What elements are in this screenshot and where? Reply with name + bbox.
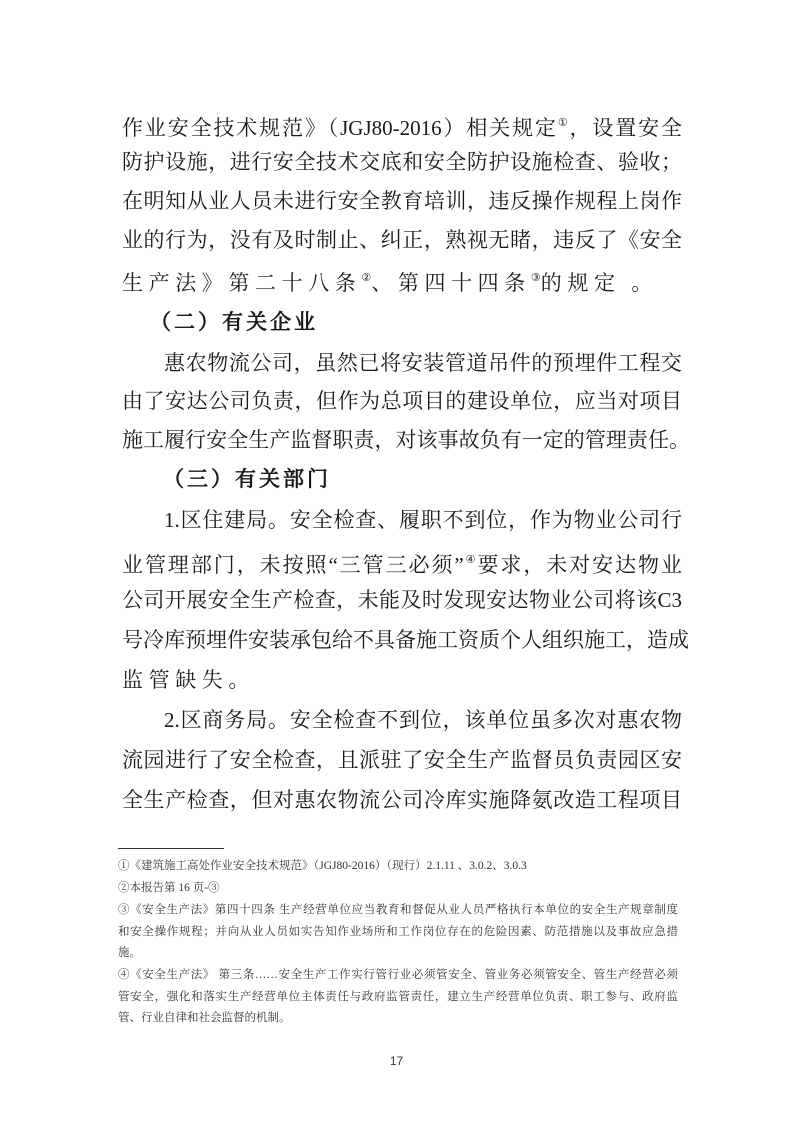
page-number: 17 <box>389 1054 404 1068</box>
text-line: 监管缺失。 <box>122 668 255 692</box>
text-line: 业的行为，没有及时制止、纠正，熟视无睹，违反了《安全 <box>122 228 682 252</box>
footnote: ①《建筑施工高处作业安全技术规范》（JGJ80-2016）（现行）2.1.11 、3.0.2、3.0.3 <box>118 860 527 872</box>
text: 的规定 。 <box>540 271 659 295</box>
text: 业管理部门，未按照“三管三必须” <box>122 553 464 577</box>
text-line: 流园进行了安全检查，且派驻了安全生产监督员负责园区安 <box>122 748 682 772</box>
footnote: ②本报告第 16 页-③ <box>118 882 220 894</box>
text-line: 施工履行安全生产监督职责，对该事故负有一定的管理责任。 <box>122 428 690 452</box>
text-line: 号冷库预埋件安装承包给不具备施工资质个人组织施工，造成 <box>122 628 689 652</box>
text-line: 由了安达公司负责，但作为总项目的建设单位，应当对项目 <box>122 389 682 413</box>
section-heading: （三）有关部门 <box>163 467 331 491</box>
footnote: 施。 <box>118 947 141 959</box>
section-heading: （二）有关企业 <box>150 310 318 334</box>
footnote: ③《安全生产法》第四十四条 生产经营单位应当教育和督促从业人员严格执行本单位的安全生产规章制度 <box>118 904 678 916</box>
text-line <box>122 264 682 297</box>
footnote: 和安全操作规程；并向从业人员如实告知作业场所和工作岗位存在的危险因素、防范措施以及事故应急措 <box>118 926 678 938</box>
footnote-ref: ② <box>361 272 372 284</box>
footnote-ref: ③ <box>530 272 541 284</box>
footnote: 管安全，强化和落实生产经营单位主体责任与政府监管责任，建立生产经营单位负责、职工参与、政府监 <box>118 991 678 1003</box>
footnote-ref: ④ <box>463 554 478 566</box>
text-line: 2.区商务局。安全检查不到位，该单位虽多次对惠农物 <box>164 708 682 732</box>
text: 生产法》第二十八条 <box>122 271 362 295</box>
text-line: 防护设施，进行安全技术交底和安全防护设施检查、验收； <box>122 150 682 174</box>
footnote-separator <box>118 848 224 849</box>
text-line <box>122 109 682 142</box>
footnote: ④《安全生产法》 第三条……安全生产工作实行管行业必须管安全、管业务必须管安全、管生产经营必须 <box>118 969 678 981</box>
text: 、第四十四条 <box>371 271 531 295</box>
text: 要求，未对安达物业 <box>477 553 682 577</box>
footnote-ref: ① <box>557 117 570 129</box>
text-line: 1.区住建局。安全检查、履职不到位，作为物业公司行 <box>164 508 682 532</box>
text-line: 惠农物流公司，虽然已将安装管道吊件的预埋件工程交 <box>164 351 682 375</box>
text-line: 全生产检查，但对惠农物流公司冷库实施降氨改造工程项目 <box>122 788 682 812</box>
footnote: 管、行业自律和社会监督的机制。 <box>118 1012 291 1024</box>
text-line: 公司开展安全生产检查，未能及时发现安达物业公司将该C3 <box>122 588 682 612</box>
text-line: 在明知从业人员未进行安全教育培训，违反操作规程上岗作 <box>122 189 682 213</box>
text-line <box>122 546 682 579</box>
text: 作业安全技术规范》（JGJ80-2016）相关规定 <box>122 116 558 140</box>
text: ，设置安全 <box>569 116 682 140</box>
